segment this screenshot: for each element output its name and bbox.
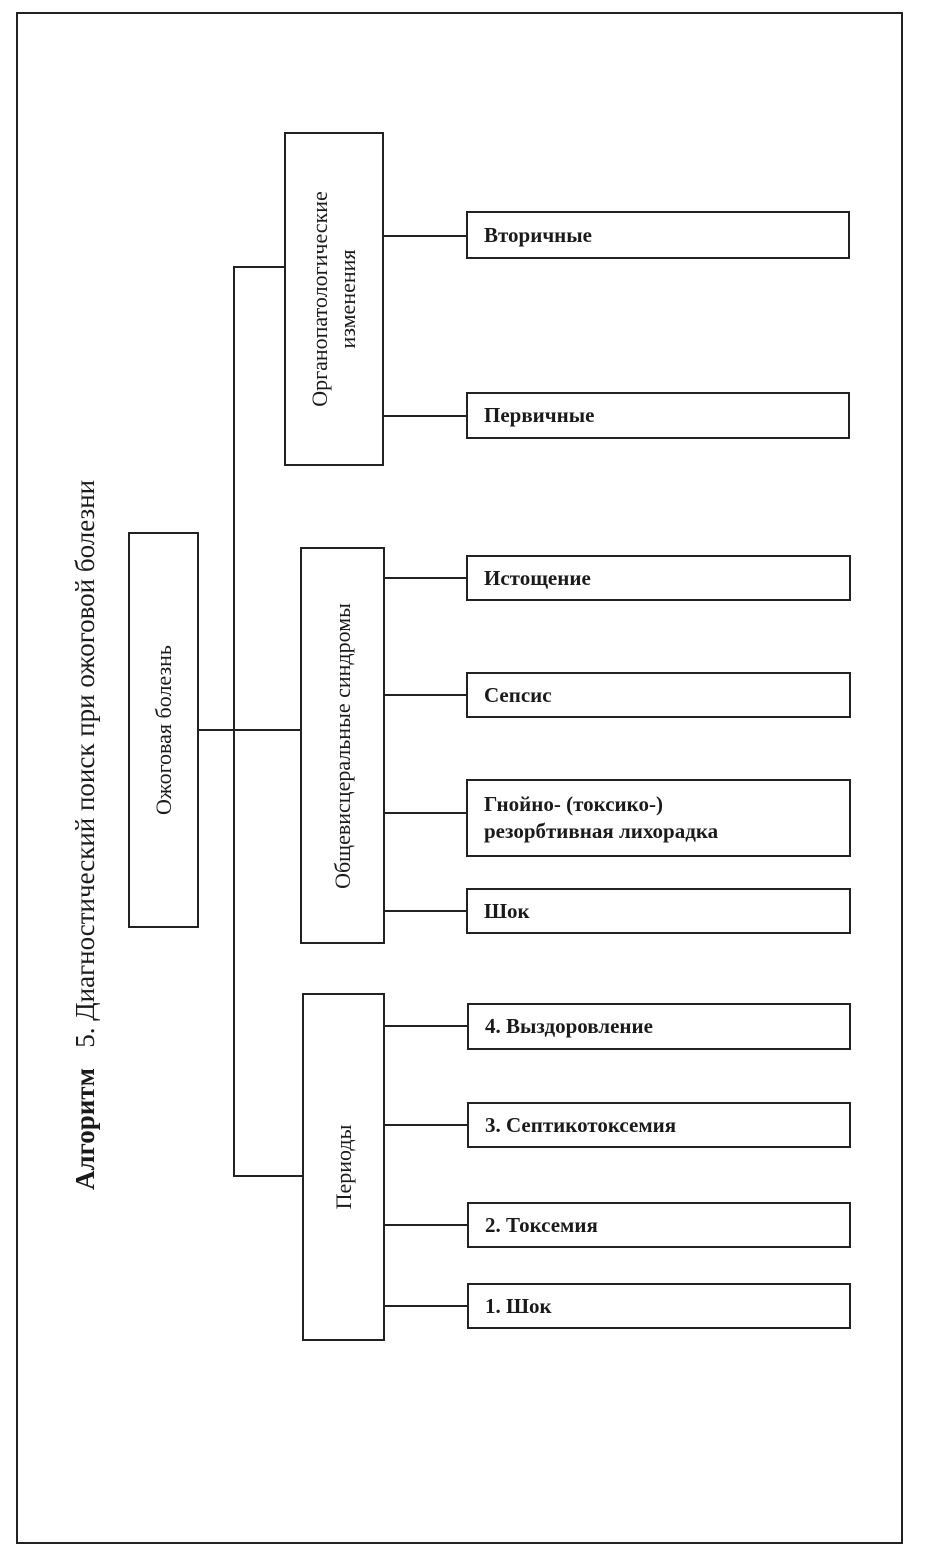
connector-syndromes-item-4 [383, 910, 467, 912]
group-box-organ-changes [284, 132, 384, 466]
item-box-recovery: 4. Выздоровление [467, 1003, 851, 1050]
connector-syndromes-item-1 [383, 577, 467, 579]
connector-syndromes-item-2 [383, 694, 467, 696]
title-label: Алгоритм [70, 1068, 100, 1190]
item-box-toxemia: 2. Токсемия [467, 1202, 851, 1248]
connector-root-trunk [197, 729, 234, 731]
connector-organ-item-2 [382, 415, 467, 417]
connector-syndromes-item-3 [383, 812, 467, 814]
connector-organ-item-1 [382, 235, 467, 237]
root-box [128, 532, 199, 928]
connector-trunk-group-organ [233, 266, 285, 268]
connector-periods-item-1 [383, 1025, 468, 1027]
group-label-organ-changes: Органопатологические изменения [307, 191, 360, 407]
item-box-shock-syndrome: Шок [466, 888, 851, 934]
item-box-shock-period: 1. Шок [467, 1283, 851, 1329]
group-box-periods [302, 993, 385, 1341]
group-label-periods: Периоды [330, 1124, 356, 1210]
item-box-exhaustion: Истощение [466, 555, 851, 601]
connector-periods-item-2 [383, 1124, 468, 1126]
connector-trunk-vertical [233, 267, 235, 1176]
item-box-septicotoxemia: 3. Септикотоксемия [467, 1102, 851, 1148]
connector-trunk-group-periods [233, 1175, 303, 1177]
connector-trunk-group-syndromes [233, 729, 301, 731]
group-box-syndromes [300, 547, 385, 944]
item-box-secondary: Вторичные [466, 211, 850, 259]
item-box-sepsis: Сепсис [466, 672, 851, 718]
item-box-primary: Первичные [466, 392, 850, 439]
group-label-syndromes: Общевисцеральные синдромы [329, 602, 355, 889]
item-box-resorptive-fever: Гнойно- (токсико-) резорбтивная лихорадка [466, 779, 851, 857]
root-label: Ожоговая болезнь [150, 645, 176, 815]
connector-periods-item-3 [383, 1224, 468, 1226]
connector-periods-item-4 [383, 1305, 468, 1307]
title-text: 5. Диагностический поиск при ожоговой болезни [70, 479, 100, 1048]
